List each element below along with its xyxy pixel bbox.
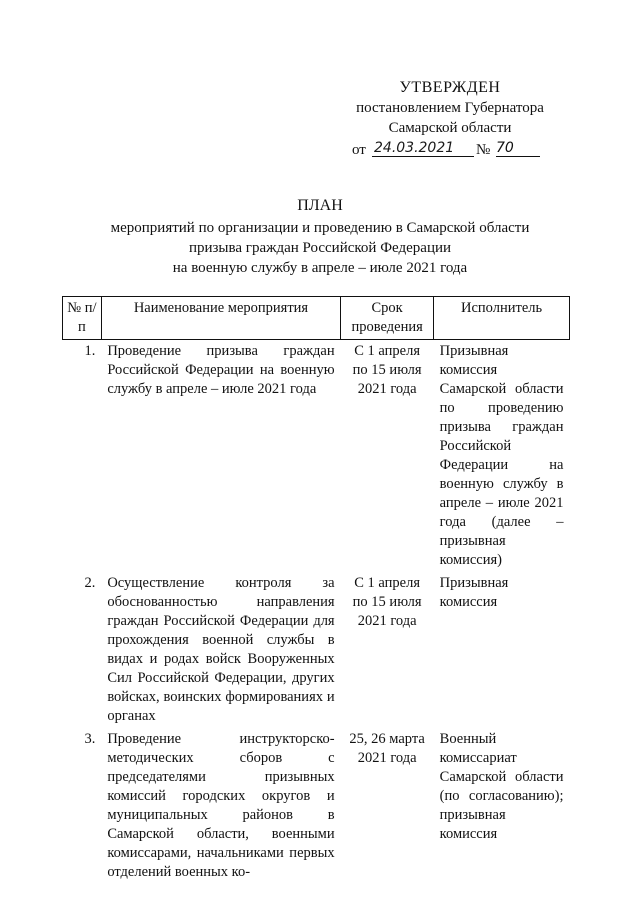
title-line-1: мероприятий по организации и проведению в Самарской области — [110, 220, 530, 236]
title-line-3: на военную службу в апреле – июле 2021 года — [172, 260, 468, 276]
row-num: 3. — [84, 731, 96, 747]
approval-from-label: от — [352, 142, 366, 158]
row-executor: Призывная комиссия — [439, 575, 509, 610]
approval-line-1: постановлением Губернатора — [356, 100, 544, 116]
row-executor: Военный комиссариат Самарской области (по согласованию); призывная комиссия — [439, 731, 564, 842]
title-line-2: призыва граждан Российской Федерации — [188, 240, 452, 256]
header-name: Наименование мероприятия — [101, 297, 340, 340]
document-title — [80, 196, 560, 278]
row-term: С 1 апреля по 15 июля 2021 года — [352, 575, 422, 629]
approval-date-row — [350, 140, 550, 162]
row-num: 2. — [84, 575, 96, 591]
table-row — [63, 340, 570, 573]
table-row — [63, 728, 570, 884]
row-num: 1. — [84, 343, 96, 359]
table-header-row — [63, 297, 570, 340]
row-term: 25, 26 марта 2021 года — [349, 731, 425, 766]
row-term: С 1 апреля по 15 июля 2021 года — [352, 343, 422, 397]
row-name: Проведение инструкторско-методических сборов с председателями призывных комиссий городских округов и муниципальных районов в Самарской области, военными комиссарами, начальниками первых отделений военных ко- — [107, 731, 335, 880]
row-executor: Призывная комиссия Самарской области по проведению призыва граждан Российской Федерации на военную службу в апреле – июле 2021 года (далее – призывная комиссия) — [439, 343, 564, 568]
approval-date: 24.03.2021 — [372, 138, 474, 157]
header-num: № п/п — [63, 297, 102, 340]
table-row — [63, 572, 570, 728]
approval-number-label: № — [476, 142, 491, 158]
row-name: Осуществление контроля за обоснованностью направления граждан Российской Федерации для прохождения военной службы в видах и родах войск Вооруженных Сил Российской Федерации, других войсках, воинских формированиях и органах — [107, 575, 335, 724]
approval-line-2: Самарской области — [388, 120, 512, 136]
approval-number: 70 — [496, 138, 540, 157]
approval-stamp — [350, 78, 550, 162]
title-plan: ПЛАН — [297, 197, 343, 214]
row-name: Проведение призыва граждан Российской Федерации на военную службу в апреле – июле 2021 года — [107, 343, 335, 397]
header-term: Срок проведения — [341, 297, 434, 340]
approval-heading: УТВЕРЖДЕН — [399, 79, 501, 96]
plan-table — [62, 296, 570, 884]
header-executor: Исполнитель — [434, 297, 570, 340]
